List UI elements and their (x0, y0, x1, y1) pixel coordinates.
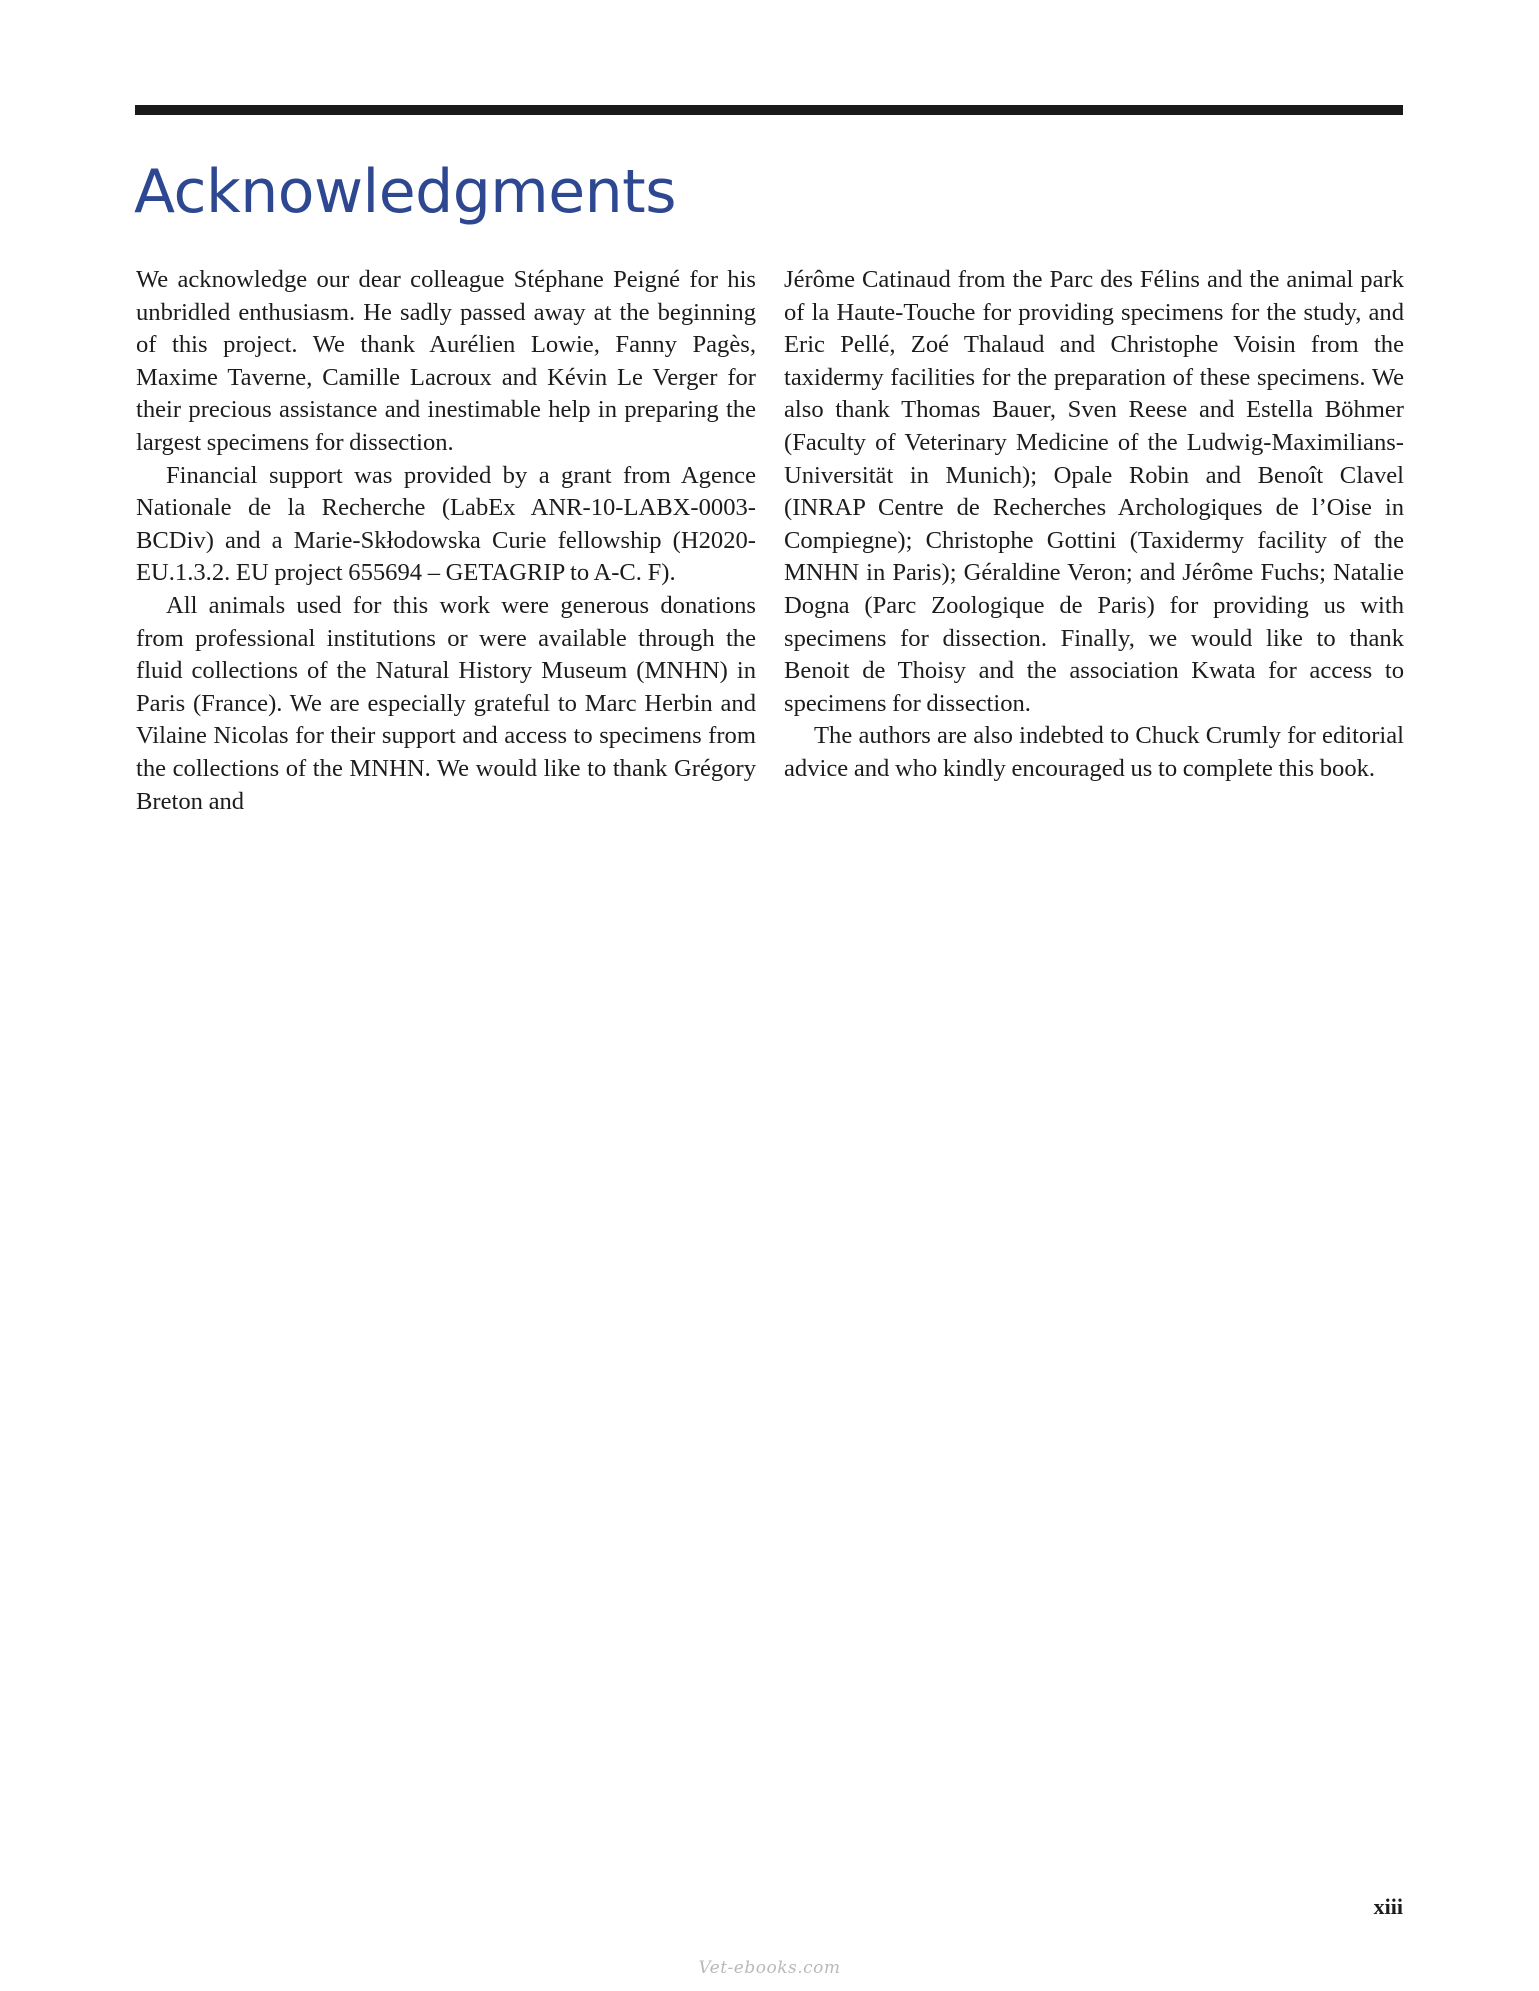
body-columns (136, 264, 1404, 818)
watermark-logo: Vet-ebooks.com (698, 1958, 841, 1978)
paragraph: We acknowledge our dear colleague Stéphane Peigné for his unbridled enthusiasm. He sadly passed away at the beginning of this project. We thank Aurélien Lowie, Fanny Pagès, Maxime Taverne, Camille Lacroux and Kévin Le Verger for their precious assistance and inestimable help in preparing the largest specimens for dissection. (136, 266, 756, 456)
left-column (136, 264, 756, 818)
right-column (784, 264, 1404, 818)
paragraph-continued: Jérôme Catinaud from the Parc des Félins and the animal park of la Haute-Touche for providing specimens for the study, and Eric Pellé, Zoé Thalaud and Christophe Voisin from the taxidermy facilities for the preparation of these specimens. We also thank Thomas Bauer, Sven Reese and Estella Böhmer (Faculty of Veterinary Medicine of the Ludwig-Maximilians-Universität in Munich); Opale Robin and Benoît Clavel (INRAP Centre de Recherches Archologiques de l’Oise in Compiegne); Christophe Gottini (Taxidermy facility of the MNHN in Paris); Géraldine Veron; and Jérôme Fuchs; Natalie Dogna (Parc Zoologique de Paris) for providing us with specimens for dissection. Finally, we would like to thank Benoit de Thoisy and the association Kwata for access to specimens for dissection. (784, 266, 1404, 717)
page-title: Acknowledgments (134, 157, 676, 227)
paragraph: All animals used for this work were generous donations from professional institutions or were available through the fluid collections of the Natural History Museum (MNHN) in Paris (France). We are especially grateful to Marc Herbin and Vilaine Nicolas for their support and access to specimens from the collections of the MNHN. We would like to thank Grégory Breton and (136, 591, 756, 815)
page-number: xiii (1373, 1894, 1403, 1919)
paragraph: Financial support was provided by a grant from Agence Nationale de la Recherche (LabEx ANR-10-LABX-0003-BCDiv) and a Marie-Skłodowska Curie fellowship (H2020-EU.1.3.2. EU project 655694 – GETAGRIP to A-C. F). (136, 461, 756, 587)
paragraph: The authors are also indebted to Chuck Crumly for editorial advice and who kindly encouraged us to complete this book. (784, 722, 1404, 782)
top-rule (135, 105, 1403, 115)
